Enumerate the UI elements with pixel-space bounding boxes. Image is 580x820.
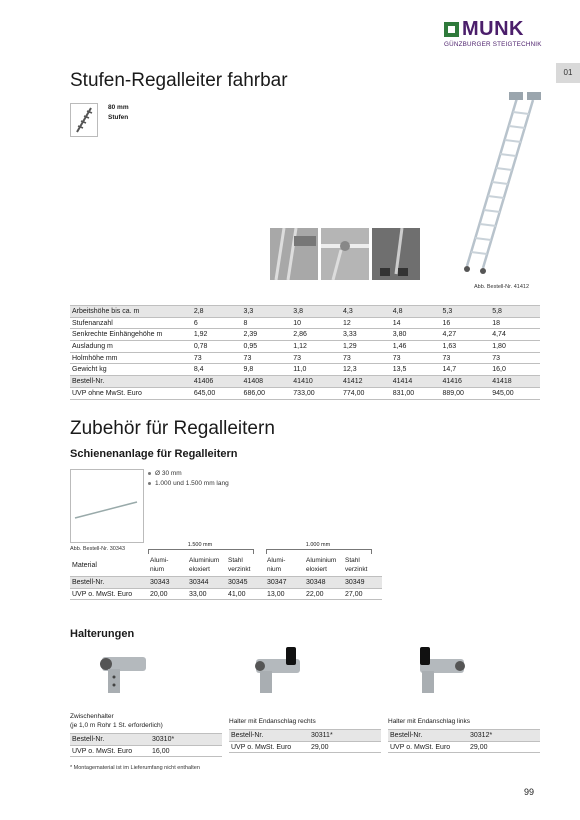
brand-subtitle: GÜNZBURGER STEIGTECHNIK	[444, 41, 542, 48]
holder-name-line: (je 1,0 m Rohr 1 St. erforderlich)	[70, 722, 163, 729]
table-row	[388, 730, 540, 742]
table-cell: 16,00	[152, 747, 170, 755]
table-cell: 9,8	[243, 366, 254, 374]
material-header	[265, 554, 304, 577]
holder-name-line: Halter mit Endanschlag links	[388, 718, 471, 725]
row-label: Bestell-Nr.	[72, 578, 105, 586]
material-header	[148, 554, 187, 577]
table-cell: 41408	[243, 377, 264, 385]
material-line: Aluminium	[306, 557, 337, 564]
table-row	[70, 376, 540, 388]
bullet-text: 1.000 und 1.500 mm lang	[155, 480, 229, 487]
holder-image-1	[92, 651, 152, 696]
table-cell: 1,12	[293, 342, 307, 350]
table-cell: 30347	[267, 578, 287, 586]
table-cell: 645,00	[193, 389, 216, 397]
bullet-text: Ø 30 mm	[155, 470, 182, 477]
table-row	[70, 588, 382, 600]
material-line: Alumi-	[150, 557, 169, 564]
table-row	[70, 734, 222, 746]
material-header	[343, 554, 382, 577]
group-label: 1.000 mm	[305, 542, 331, 548]
row-label: UVP ohne MwSt. Euro	[72, 389, 142, 397]
brand-name: MUNK	[462, 18, 524, 40]
table-cell: 41418	[492, 377, 512, 385]
group-1500	[148, 542, 252, 548]
table-cell: 1,46	[392, 342, 407, 350]
table-cell: 30312*	[470, 731, 493, 739]
row-label: UVP o. MwSt. Euro	[72, 747, 133, 755]
rail-image	[70, 469, 144, 543]
table-cell: 2,39	[243, 331, 258, 339]
holder-table	[229, 729, 381, 753]
table-cell: 22,00	[306, 590, 324, 598]
table-cell: 4,3	[343, 307, 353, 315]
table-cell: 4,27	[442, 331, 457, 339]
row-label: Arbeitshöhe bis ca. m	[72, 307, 140, 315]
material-line: Alumi-	[267, 557, 286, 564]
table-cell: 30345	[228, 578, 248, 586]
table-row	[70, 352, 540, 364]
table-cell: 30349	[345, 578, 365, 586]
table-cell: 73	[442, 354, 451, 362]
table-row	[70, 341, 540, 353]
table-row	[70, 364, 540, 376]
table-cell: 41410	[293, 377, 313, 385]
material-line: verzinkt	[345, 566, 368, 573]
spec-width: 80 mm	[108, 104, 129, 111]
table-cell: 30310*	[152, 735, 175, 743]
rail-image-caption: Abb. Bestell-Nr. 30343	[70, 546, 126, 552]
table-cell: 945,00	[492, 389, 514, 397]
table-cell: 41,00	[228, 590, 246, 598]
table-cell: 1,63	[442, 342, 457, 350]
row-label: Holmhöhe mm	[72, 354, 118, 362]
material-line: eloxiert	[189, 566, 210, 573]
material-line: verzinkt	[228, 566, 251, 573]
logo-mark-icon	[444, 22, 459, 37]
row-label: Ausladung m	[72, 342, 113, 350]
table-row	[70, 306, 540, 318]
table-cell: 30344	[189, 578, 209, 586]
section-tab: 01	[556, 63, 580, 83]
row-label: Stufenanzahl	[72, 319, 113, 327]
material-line: nium	[267, 566, 282, 573]
table-cell: 5,3	[442, 307, 453, 315]
bullet-length	[148, 479, 229, 489]
table-cell: 73	[193, 354, 202, 362]
table-row	[70, 329, 540, 341]
table-cell: 2,8	[193, 307, 204, 315]
table-cell: 41416	[442, 377, 462, 385]
table-cell: 73	[243, 354, 252, 362]
table-cell: 41414	[392, 377, 413, 385]
holder-table	[70, 733, 222, 757]
table-row	[229, 741, 381, 753]
footnote: * Montagematerial ist im Lieferumfang nicht enthalten	[70, 765, 200, 771]
step-profile-icon	[70, 103, 98, 137]
material-header	[226, 554, 265, 577]
bullet-icon	[148, 472, 151, 475]
table-cell: 41412	[343, 377, 363, 385]
table-cell: 20,00	[150, 590, 168, 598]
table-cell: 30343	[150, 578, 170, 586]
group-label: 1.500 mm	[187, 542, 213, 548]
material-line: Stahl	[345, 557, 360, 564]
holder-image-3	[410, 645, 470, 695]
table-cell: 3,33	[343, 331, 357, 339]
row-label: Gewicht kg	[72, 366, 107, 374]
table-cell: 73	[392, 354, 401, 362]
table-cell: 33,00	[189, 590, 207, 598]
table-cell: 2,86	[293, 331, 307, 339]
table-cell: 8	[243, 319, 248, 327]
table-cell: 10	[293, 319, 302, 327]
table-cell: 73	[293, 354, 302, 362]
table-cell: 1,92	[193, 331, 208, 339]
product-title: Stufen-Regalleiter fahrbar	[70, 70, 288, 91]
holder-item	[388, 717, 540, 753]
row-label: UVP o. MwSt. Euro	[72, 590, 133, 598]
rail-table	[70, 554, 382, 600]
table-cell: 3,80	[392, 331, 407, 339]
table-cell: 12	[343, 319, 351, 327]
detail-photo-1	[270, 228, 318, 280]
table-row	[70, 577, 382, 589]
row-label: UVP o. MwSt. Euro	[231, 743, 292, 751]
table-cell: 16	[442, 319, 451, 327]
table-row	[70, 745, 222, 757]
table-cell: 13,5	[392, 366, 407, 374]
ladder-illustration	[455, 88, 551, 278]
table-cell: 11,0	[293, 366, 307, 374]
holder-image-2	[252, 645, 312, 695]
product-spec	[108, 103, 129, 123]
group-1000	[266, 542, 370, 548]
table-cell: 4,74	[492, 331, 506, 339]
table-cell: 0,78	[193, 342, 208, 350]
table-cell: 27,00	[345, 590, 363, 598]
table-cell: 12,3	[343, 366, 357, 374]
row-label: Bestell-Nr.	[231, 731, 264, 739]
accessories-title: Zubehör für Regalleitern	[70, 418, 275, 439]
material-label: Material	[72, 561, 97, 569]
detail-photo-2	[321, 228, 369, 280]
table-cell: 29,00	[470, 743, 488, 751]
table-cell: 0,95	[243, 342, 258, 350]
table-cell: 733,00	[293, 389, 315, 397]
table-cell: 30348	[306, 578, 326, 586]
table-cell: 4,8	[392, 307, 403, 315]
rail-bullets	[148, 469, 229, 489]
table-cell: 3,3	[243, 307, 254, 315]
table-header-row	[70, 554, 382, 577]
table-cell: 1,80	[492, 342, 506, 350]
row-label: Senkrechte Einhängehöhe m	[72, 331, 163, 339]
detail-photo-3	[372, 228, 420, 280]
table-cell: 16,0	[492, 366, 506, 374]
table-cell: 18	[492, 319, 501, 327]
material-line: Aluminium	[189, 557, 220, 564]
page-number: 99	[524, 787, 535, 797]
product-image-caption: Abb. Bestell-Nr. 41412	[474, 284, 530, 290]
table-cell: 3,8	[293, 307, 304, 315]
table-cell: 774,00	[343, 389, 365, 397]
table-cell: 29,00	[311, 743, 329, 751]
material-header	[304, 554, 343, 577]
material-line: eloxiert	[306, 566, 327, 573]
table-row	[388, 741, 540, 753]
table-cell: 30311*	[311, 731, 333, 739]
table-cell: 73	[343, 354, 351, 362]
table-cell: 14,7	[442, 366, 457, 374]
product-spec-table	[70, 305, 540, 400]
table-cell: 1,29	[343, 342, 357, 350]
holder-name	[70, 712, 222, 730]
table-cell: 41406	[193, 377, 214, 385]
rail-title: Schienenanlage für Regalleitern	[70, 448, 238, 460]
holder-name	[229, 717, 381, 726]
material-header	[187, 554, 226, 577]
munk-logo	[444, 20, 544, 52]
spec-type: Stufen	[108, 114, 129, 121]
table-row	[229, 730, 381, 742]
holder-item	[229, 717, 381, 753]
row-label: UVP o. MwSt. Euro	[390, 743, 451, 751]
holders-title: Halterungen	[70, 628, 135, 640]
table-cell: 8,4	[193, 366, 204, 374]
table-cell: 6	[193, 319, 198, 327]
table-row	[70, 387, 540, 399]
table-cell: 73	[492, 354, 501, 362]
holder-name-line: Halter mit Endanschlag rechts	[229, 718, 316, 725]
table-cell: 5,8	[492, 307, 502, 315]
row-label: Bestell-Nr.	[390, 731, 423, 739]
holder-table	[388, 729, 540, 753]
table-cell: 13,00	[267, 590, 285, 598]
table-cell: 831,00	[392, 389, 415, 397]
material-line: nium	[150, 566, 165, 573]
bullet-diameter	[148, 469, 229, 479]
holder-name-line: Zwischenhalter	[70, 713, 114, 720]
holder-name	[388, 717, 540, 726]
table-cell: 686,00	[243, 389, 265, 397]
table-cell: 14	[392, 319, 401, 327]
material-line: Stahl	[228, 557, 243, 564]
table-row	[70, 317, 540, 329]
holder-item	[70, 712, 222, 757]
row-label: Bestell-Nr.	[72, 735, 105, 743]
row-label: Bestell-Nr.	[72, 377, 105, 385]
table-cell: 889,00	[442, 389, 464, 397]
bullet-icon	[148, 482, 151, 485]
